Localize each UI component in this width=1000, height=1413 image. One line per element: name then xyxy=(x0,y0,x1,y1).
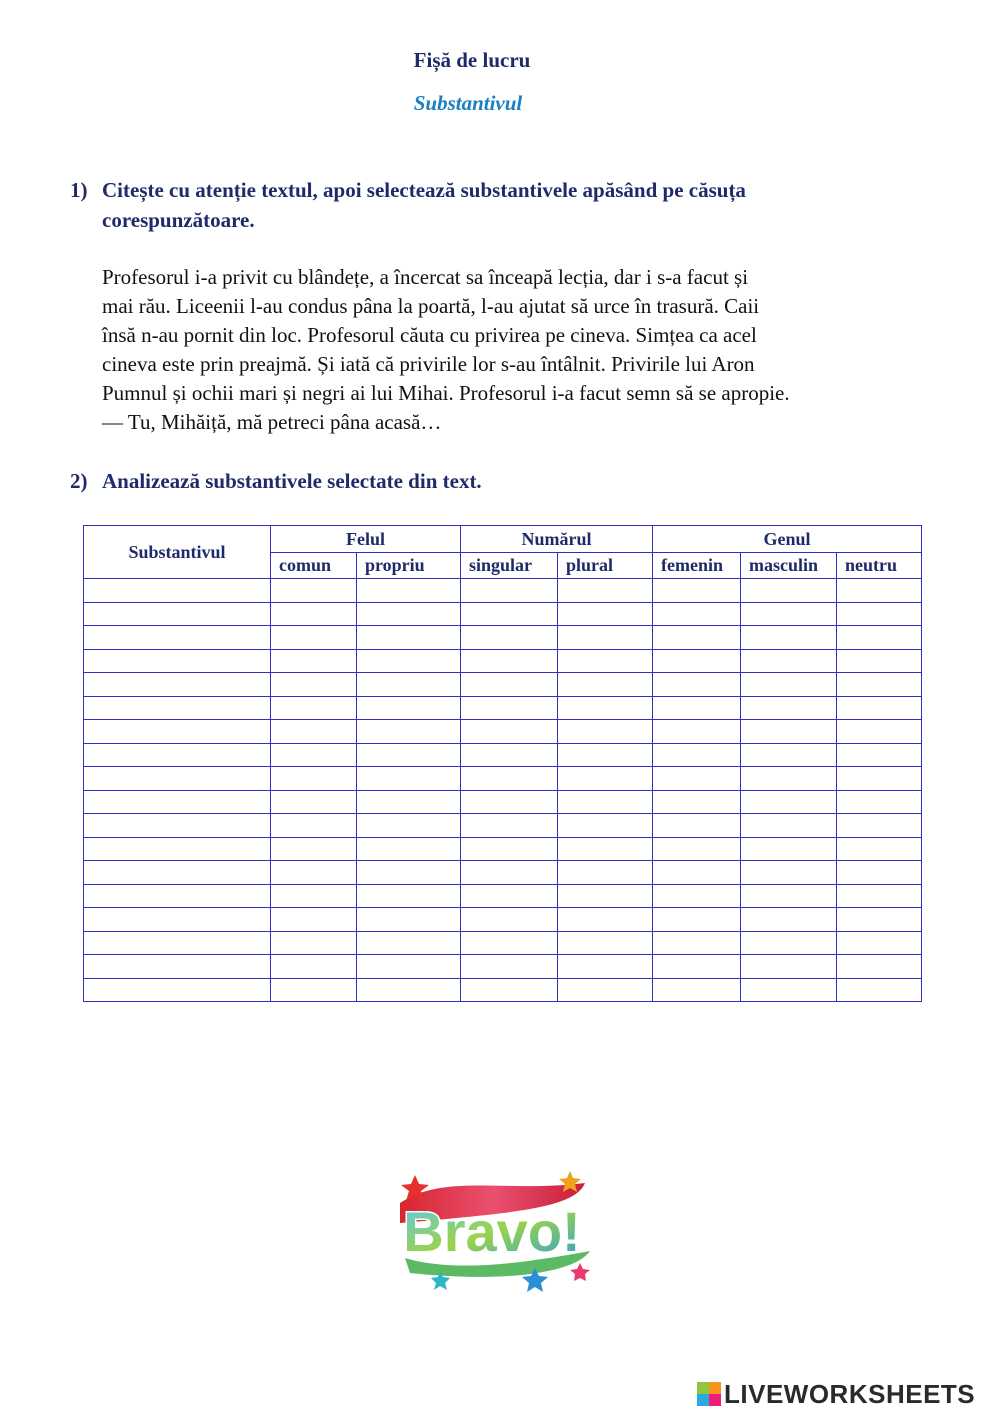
attribute-answer-cell[interactable] xyxy=(837,884,922,908)
attribute-answer-cell[interactable] xyxy=(271,743,357,767)
reading-line: — Tu, Mihăiță, mă petreci pâna acasă… xyxy=(102,410,442,434)
reading-line: Profesorul i-a privit cu blândețe, a încercat sa înceapă lecția, dar i s-a facut și xyxy=(102,265,749,289)
attribute-answer-cell[interactable] xyxy=(357,602,461,626)
noun-answer-cell[interactable] xyxy=(84,837,271,861)
attribute-answer-cell[interactable] xyxy=(741,837,837,861)
attribute-answer-cell[interactable] xyxy=(741,579,837,603)
attribute-answer-cell[interactable] xyxy=(653,743,741,767)
attribute-answer-cell[interactable] xyxy=(558,673,653,697)
attribute-answer-cell[interactable] xyxy=(461,579,558,603)
attribute-answer-cell[interactable] xyxy=(271,978,357,1002)
attribute-answer-cell[interactable] xyxy=(271,579,357,603)
attribute-answer-cell[interactable] xyxy=(558,649,653,673)
attribute-answer-cell[interactable] xyxy=(357,884,461,908)
attribute-answer-cell[interactable] xyxy=(837,602,922,626)
attribute-answer-cell[interactable] xyxy=(271,837,357,861)
attribute-answer-cell[interactable] xyxy=(461,884,558,908)
table-row xyxy=(84,955,922,979)
noun-answer-cell[interactable] xyxy=(84,790,271,814)
attribute-answer-cell[interactable] xyxy=(357,814,461,838)
noun-answer-cell[interactable] xyxy=(84,931,271,955)
bravo-text: Bravo! xyxy=(403,1200,581,1263)
attribute-answer-cell[interactable] xyxy=(271,861,357,885)
attribute-answer-cell[interactable] xyxy=(653,602,741,626)
task-2-text: Analizează substantivele selectate din text. xyxy=(102,469,482,493)
header-neutru: neutru xyxy=(837,553,922,579)
attribute-answer-cell[interactable] xyxy=(357,696,461,720)
header-group-genul: Genul xyxy=(653,526,922,553)
attribute-answer-cell[interactable] xyxy=(653,790,741,814)
attribute-answer-cell[interactable] xyxy=(741,602,837,626)
attribute-answer-cell[interactable] xyxy=(837,931,922,955)
attribute-answer-cell[interactable] xyxy=(558,931,653,955)
attribute-answer-cell[interactable] xyxy=(653,767,741,791)
attribute-answer-cell[interactable] xyxy=(357,861,461,885)
attribute-answer-cell[interactable] xyxy=(741,743,837,767)
attribute-answer-cell[interactable] xyxy=(653,649,741,673)
attribute-answer-cell[interactable] xyxy=(741,861,837,885)
noun-answer-cell[interactable] xyxy=(84,908,271,932)
task-1-instruction xyxy=(70,175,870,235)
header-propriu: propriu xyxy=(357,553,461,579)
attribute-answer-cell[interactable] xyxy=(271,790,357,814)
attribute-answer-cell[interactable] xyxy=(558,861,653,885)
table-row xyxy=(84,767,922,791)
attribute-answer-cell[interactable] xyxy=(357,931,461,955)
attribute-answer-cell[interactable] xyxy=(271,602,357,626)
attribute-answer-cell[interactable] xyxy=(653,908,741,932)
liveworksheets-icon xyxy=(697,1382,721,1406)
attribute-answer-cell[interactable] xyxy=(837,673,922,697)
attribute-answer-cell[interactable] xyxy=(837,649,922,673)
header-group-numarul: Numărul xyxy=(461,526,653,553)
attribute-answer-cell[interactable] xyxy=(558,790,653,814)
table-row xyxy=(84,673,922,697)
attribute-answer-cell[interactable] xyxy=(837,814,922,838)
table-row xyxy=(84,884,922,908)
attribute-answer-cell[interactable] xyxy=(357,790,461,814)
attribute-answer-cell[interactable] xyxy=(837,743,922,767)
attribute-answer-cell[interactable] xyxy=(461,743,558,767)
attribute-answer-cell[interactable] xyxy=(741,884,837,908)
table-row xyxy=(84,908,922,932)
liveworksheets-logo xyxy=(697,1380,997,1408)
attribute-answer-cell[interactable] xyxy=(271,626,357,650)
attribute-answer-cell[interactable] xyxy=(357,743,461,767)
attribute-answer-cell[interactable] xyxy=(653,837,741,861)
attribute-answer-cell[interactable] xyxy=(653,626,741,650)
noun-answer-cell[interactable] xyxy=(84,649,271,673)
noun-answer-cell[interactable] xyxy=(84,743,271,767)
reading-line: cineva este prin preajmă. Și iată că privirile lor s-au întâlnit. Privirile lui Aron xyxy=(102,352,755,376)
attribute-answer-cell[interactable] xyxy=(558,602,653,626)
table-row xyxy=(84,837,922,861)
attribute-answer-cell[interactable] xyxy=(741,814,837,838)
attribute-answer-cell[interactable] xyxy=(461,626,558,650)
header-substantivul: Substantivul xyxy=(84,526,271,579)
noun-answer-cell[interactable] xyxy=(84,602,271,626)
attribute-answer-cell[interactable] xyxy=(271,814,357,838)
noun-answer-cell[interactable] xyxy=(84,955,271,979)
table-row xyxy=(84,626,922,650)
attribute-answer-cell[interactable] xyxy=(741,931,837,955)
attribute-answer-cell[interactable] xyxy=(837,837,922,861)
attribute-answer-cell[interactable] xyxy=(653,720,741,744)
attribute-answer-cell[interactable] xyxy=(741,767,837,791)
attribute-answer-cell[interactable] xyxy=(461,720,558,744)
attribute-answer-cell[interactable] xyxy=(558,579,653,603)
attribute-answer-cell[interactable] xyxy=(271,955,357,979)
attribute-answer-cell[interactable] xyxy=(558,720,653,744)
attribute-answer-cell[interactable] xyxy=(837,720,922,744)
table-row xyxy=(84,790,922,814)
attribute-answer-cell[interactable] xyxy=(558,626,653,650)
noun-answer-cell[interactable] xyxy=(84,579,271,603)
attribute-answer-cell[interactable] xyxy=(357,649,461,673)
attribute-answer-cell[interactable] xyxy=(461,790,558,814)
attribute-answer-cell[interactable] xyxy=(741,673,837,697)
attribute-answer-cell[interactable] xyxy=(461,955,558,979)
logo-square-icon xyxy=(709,1382,721,1394)
page-subtitle: Substantivul xyxy=(413,91,523,115)
table-row xyxy=(84,649,922,673)
attribute-answer-cell[interactable] xyxy=(837,908,922,932)
attribute-answer-cell[interactable] xyxy=(741,955,837,979)
header-singular: singular xyxy=(461,553,558,579)
header-plural: plural xyxy=(558,553,653,579)
attribute-answer-cell[interactable] xyxy=(558,767,653,791)
reading-line: mai rău. Liceenii l-au condus pâna la poartă, l-au ajutat să urce în trasură. Caii xyxy=(102,294,760,318)
attribute-answer-cell[interactable] xyxy=(357,978,461,1002)
attribute-answer-cell[interactable] xyxy=(653,955,741,979)
attribute-answer-cell[interactable] xyxy=(357,955,461,979)
attribute-answer-cell[interactable] xyxy=(357,908,461,932)
attribute-answer-cell[interactable] xyxy=(357,720,461,744)
attribute-answer-cell[interactable] xyxy=(837,790,922,814)
attribute-answer-cell[interactable] xyxy=(461,837,558,861)
page-title: Fișă de lucru xyxy=(413,48,531,72)
attribute-answer-cell[interactable] xyxy=(741,720,837,744)
logo-square-icon xyxy=(697,1394,709,1406)
attribute-answer-cell[interactable] xyxy=(653,931,741,955)
attribute-answer-cell[interactable] xyxy=(558,743,653,767)
table-body xyxy=(84,579,922,1002)
attribute-answer-cell[interactable] xyxy=(558,978,653,1002)
table-row xyxy=(84,602,922,626)
noun-answer-cell[interactable] xyxy=(84,978,271,1002)
attribute-answer-cell[interactable] xyxy=(271,884,357,908)
noun-answer-cell[interactable] xyxy=(84,696,271,720)
noun-answer-cell[interactable] xyxy=(84,673,271,697)
attribute-answer-cell[interactable] xyxy=(357,767,461,791)
attribute-answer-cell[interactable] xyxy=(357,626,461,650)
reading-line: însă n-au pornit din loc. Profesorul căuta cu privirea pe cineva. Simțea ca acel xyxy=(102,323,757,347)
attribute-answer-cell[interactable] xyxy=(357,579,461,603)
attribute-answer-cell[interactable] xyxy=(357,837,461,861)
logo-square-icon xyxy=(709,1394,721,1406)
attribute-answer-cell[interactable] xyxy=(271,696,357,720)
task-1-number: 1) xyxy=(70,178,88,202)
attribute-answer-cell[interactable] xyxy=(271,649,357,673)
table-row xyxy=(84,743,922,767)
table-row xyxy=(84,978,922,1002)
attribute-answer-cell[interactable] xyxy=(271,673,357,697)
attribute-answer-cell[interactable] xyxy=(837,626,922,650)
attribute-answer-cell[interactable] xyxy=(741,626,837,650)
attribute-answer-cell[interactable] xyxy=(837,955,922,979)
attribute-answer-cell[interactable] xyxy=(558,837,653,861)
attribute-answer-cell[interactable] xyxy=(461,649,558,673)
attribute-answer-cell[interactable] xyxy=(653,861,741,885)
attribute-answer-cell[interactable] xyxy=(461,696,558,720)
liveworksheets-brand: LIVEWORKSHEETS xyxy=(724,1379,976,1409)
attribute-answer-cell[interactable] xyxy=(271,908,357,932)
noun-answer-cell[interactable] xyxy=(84,626,271,650)
attribute-answer-cell[interactable] xyxy=(837,696,922,720)
attribute-answer-cell[interactable] xyxy=(837,861,922,885)
star-icon xyxy=(570,1263,590,1281)
attribute-answer-cell[interactable] xyxy=(653,673,741,697)
attribute-answer-cell[interactable] xyxy=(461,861,558,885)
attribute-answer-cell[interactable] xyxy=(558,955,653,979)
attribute-answer-cell[interactable] xyxy=(461,908,558,932)
reading-line: Pumnul și ochii mari și negri ai lui Mihai. Profesorul i-a facut semn să se apropie. xyxy=(102,381,790,405)
attribute-answer-cell[interactable] xyxy=(461,814,558,838)
noun-answer-cell[interactable] xyxy=(84,814,271,838)
attribute-answer-cell[interactable] xyxy=(271,931,357,955)
attribute-answer-cell[interactable] xyxy=(558,884,653,908)
reading-text xyxy=(102,263,892,437)
table-row xyxy=(84,814,922,838)
attribute-answer-cell[interactable] xyxy=(461,978,558,1002)
table-row xyxy=(84,696,922,720)
noun-answer-cell[interactable] xyxy=(84,720,271,744)
noun-answer-cell[interactable] xyxy=(84,884,271,908)
attribute-answer-cell[interactable] xyxy=(837,767,922,791)
logo-square-icon xyxy=(697,1382,709,1394)
header-comun: comun xyxy=(271,553,357,579)
attribute-answer-cell[interactable] xyxy=(271,767,357,791)
attribute-answer-cell[interactable] xyxy=(653,696,741,720)
noun-answer-cell[interactable] xyxy=(84,861,271,885)
attribute-answer-cell[interactable] xyxy=(653,579,741,603)
attribute-answer-cell[interactable] xyxy=(741,696,837,720)
attribute-answer-cell[interactable] xyxy=(558,908,653,932)
attribute-answer-cell[interactable] xyxy=(357,673,461,697)
task-2-instruction xyxy=(70,466,870,496)
noun-answer-cell[interactable] xyxy=(84,767,271,791)
attribute-answer-cell[interactable] xyxy=(461,931,558,955)
attribute-answer-cell[interactable] xyxy=(461,602,558,626)
attribute-answer-cell[interactable] xyxy=(837,579,922,603)
attribute-answer-cell[interactable] xyxy=(741,978,837,1002)
attribute-answer-cell[interactable] xyxy=(558,696,653,720)
bravo-sticker xyxy=(385,1163,600,1293)
task-2-number: 2) xyxy=(70,469,88,493)
attribute-answer-cell[interactable] xyxy=(837,978,922,1002)
attribute-answer-cell[interactable] xyxy=(741,908,837,932)
attribute-answer-cell[interactable] xyxy=(741,790,837,814)
attribute-answer-cell[interactable] xyxy=(653,884,741,908)
attribute-answer-cell[interactable] xyxy=(741,649,837,673)
attribute-answer-cell[interactable] xyxy=(461,673,558,697)
attribute-answer-cell[interactable] xyxy=(461,767,558,791)
attribute-answer-cell[interactable] xyxy=(271,720,357,744)
attribute-answer-cell[interactable] xyxy=(653,814,741,838)
analysis-table xyxy=(83,525,922,1002)
table-row xyxy=(84,861,922,885)
header-femenin: femenin xyxy=(653,553,741,579)
table-row xyxy=(84,579,922,603)
header-masculin: masculin xyxy=(741,553,837,579)
header-group-felul: Felul xyxy=(271,526,461,553)
table-row xyxy=(84,720,922,744)
attribute-answer-cell[interactable] xyxy=(653,978,741,1002)
task-1-text: Citește cu atenție textul, apoi selectează substantivele apăsând pe căsuța corespunzătoare. xyxy=(102,178,746,232)
table-row xyxy=(84,931,922,955)
attribute-answer-cell[interactable] xyxy=(558,814,653,838)
